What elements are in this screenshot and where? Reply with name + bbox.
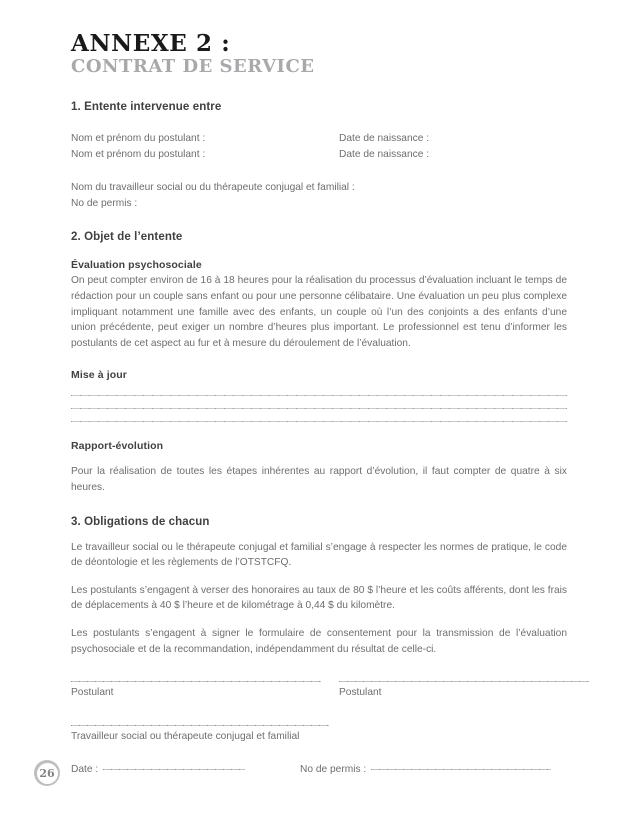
signature-row-applicants [71, 681, 567, 701]
footer-fields [71, 762, 567, 778]
section-2 [71, 231, 567, 495]
subsection-evaluation [71, 259, 567, 351]
footer-date-label: Date : [71, 764, 99, 775]
blank-write-line [71, 395, 567, 396]
signature-worker-label: Travailleur social ou thérapeute conjugal et familial [71, 730, 300, 742]
applicant-birthdate-label-1: Date de naissance : [339, 133, 430, 145]
section-3-paragraph-2: Les postulants s’engagent à verser des honoraires au taux de 80 $ l’heure et les coûts afférents, dont les frais de déplacements à 40 $ l’heure et de kilométrage à 0,44 $ du kilomètre. [71, 584, 567, 612]
page-number-badge [34, 760, 60, 786]
page-title: ANNEXE 2 : [71, 30, 231, 57]
section-3-heading: 3. Obligations de chacun [71, 515, 210, 528]
applicant-name-label-2: Nom et prénom du postulant : [71, 148, 206, 160]
page-number: 26 [39, 766, 55, 780]
applicant-row-2 [71, 147, 567, 163]
section-1 [71, 101, 567, 211]
subsection-update [71, 369, 567, 422]
applicant-row-1 [71, 131, 567, 147]
section-3-paragraph-1: Le travailleur social ou le thérapeute conjugal et familial s’engage à respecter les normes de pratique, le code de déontologie et les règlements de l’OTSTCFQ. [71, 541, 567, 569]
applicant-fields [71, 131, 567, 162]
footer-permit-field[interactable] [300, 762, 551, 778]
signature-row-worker[interactable] [71, 725, 567, 745]
update-blank-lines [71, 395, 567, 422]
subsection-evaluation-body: On peut compter environ de 16 à 18 heures pour la réalisation du processus d’évaluation incluant le temps de rédaction pour un couple sans enfant ou pour une personne célibataire. Une évaluation un peu plus complexe impliquant notamment une famille avec des enfants, un couple où l’un des conjoints a des enfants d’une union précédente, peut exiger un nombre d’heures plus important. Le professionnel est tenu d’informer les postulants de cet aspect au fur et à mesure du déroulement de l’évaluation. [71, 275, 567, 349]
signature-applicant-left[interactable] [71, 681, 339, 701]
worker-name-label: Nom du travailleur social ou du thérapeute conjugal et familial : [71, 182, 355, 194]
section-3 [71, 516, 567, 658]
subsection-progress-report-heading: Rapport-évolution [71, 440, 164, 453]
worker-fields [71, 180, 567, 211]
page-subtitle: CONTRAT DE SERVICE [71, 56, 315, 78]
subsection-progress-report-body: Pour la réalisation de toutes les étapes inhérentes au rapport d’évolution, il faut compter de quatre à six heures. [71, 466, 567, 493]
subsection-evaluation-heading: Évaluation psychosociale [71, 259, 202, 272]
document-title-block [71, 32, 567, 77]
blank-write-line [71, 408, 567, 409]
blank-write-line [71, 421, 567, 422]
signature-block [71, 681, 567, 744]
section-1-heading: 1. Entente intervenue entre [71, 101, 222, 114]
subsection-progress-report [71, 440, 567, 495]
footer-permit-label: No de permis : [300, 764, 367, 775]
signature-line[interactable] [71, 725, 329, 726]
worker-permit-label: No de permis : [71, 197, 138, 209]
section-3-paragraph-3: Les postulants s’engagent à signer le formulaire de consentement pour la transmission de l’évaluation psychosociale et de la recommandation, indépendamment du résultat de celle-ci. [71, 627, 567, 655]
signature-applicant-right-label: Postulant [339, 687, 382, 699]
signature-line[interactable] [339, 681, 589, 682]
signature-applicant-left-label: Postulant [71, 687, 114, 699]
section-2-heading: 2. Objet de l’entente [71, 231, 183, 244]
subsection-update-heading: Mise à jour [71, 369, 127, 382]
signature-line[interactable] [71, 681, 321, 682]
footer-date-field[interactable] [71, 762, 300, 778]
document-content [71, 32, 567, 744]
applicant-birthdate-label-2: Date de naissance : [339, 148, 430, 160]
page-number-badge-inner [37, 763, 58, 784]
applicant-name-label-1: Nom et prénom du postulant : [71, 133, 206, 145]
footer-date-blank[interactable] [103, 769, 245, 770]
signature-applicant-right[interactable] [339, 681, 549, 701]
footer-permit-blank[interactable] [371, 769, 551, 770]
